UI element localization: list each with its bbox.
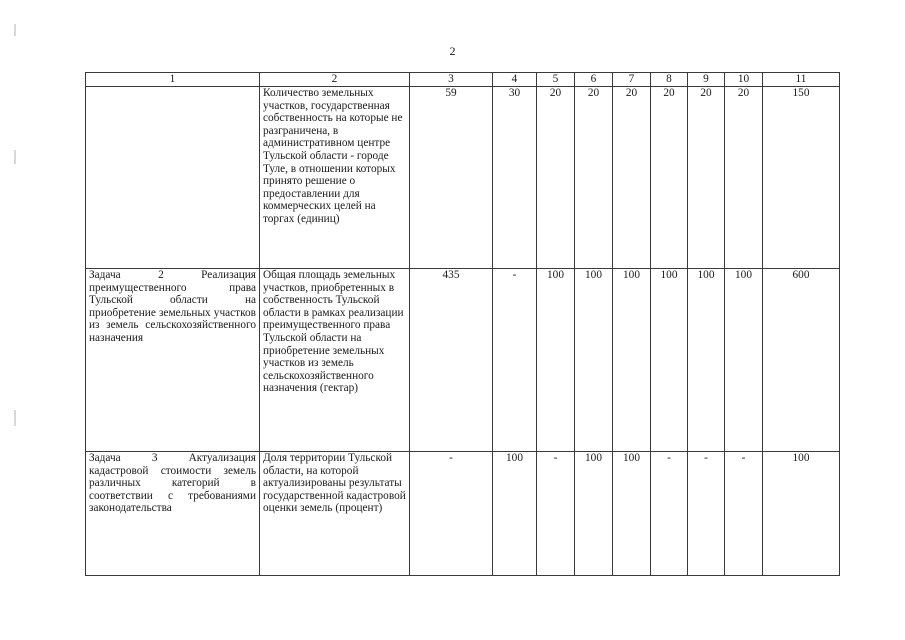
indicator-cell: Количество земельных участков, государственная собственность на которые не разграничена, в административном центре Тульской области - городе Туле, в отношении которых принято решение о предоставлении для коммерческих целей на торгах (единиц) — [260, 87, 410, 269]
value-cell: 20 — [688, 87, 725, 269]
value-cell: 20 — [651, 87, 688, 269]
value-cell: - — [725, 452, 763, 576]
value-cell: 100 — [537, 269, 575, 452]
value-cell: 100 — [575, 269, 613, 452]
value-cell: 100 — [763, 452, 840, 576]
column-header: 9 — [688, 73, 725, 87]
value-cell: 20 — [537, 87, 575, 269]
value-cell: - — [410, 452, 493, 576]
column-header: 2 — [260, 73, 410, 87]
indicator-cell: Общая площадь земельных участков, приобретенных в собственность Тульской области в рамках реализации преимущественного права Тульской области на приобретение земельных участков из земель сельскохозяйственного назначения (гектар) — [260, 269, 410, 452]
scan-mark — [14, 150, 16, 164]
scan-mark — [14, 24, 16, 36]
column-header: 8 — [651, 73, 688, 87]
header-row — [86, 73, 840, 87]
column-header: 3 — [410, 73, 493, 87]
column-header: 11 — [763, 73, 840, 87]
value-cell: 435 — [410, 269, 493, 452]
value-cell: 600 — [763, 269, 840, 452]
table-row — [86, 269, 840, 452]
value-cell: 30 — [493, 87, 537, 269]
value-cell: 100 — [651, 269, 688, 452]
value-cell: 100 — [613, 269, 651, 452]
value-cell: - — [688, 452, 725, 576]
column-header: 4 — [493, 73, 537, 87]
task-cell — [86, 87, 260, 269]
value-cell: 100 — [493, 452, 537, 576]
value-cell: 100 — [613, 452, 651, 576]
indicators-table — [85, 72, 840, 576]
value-cell: 150 — [763, 87, 840, 269]
column-header: 10 — [725, 73, 763, 87]
value-cell: - — [493, 269, 537, 452]
task-cell: Задача 3 Актуализация кадастровой стоимости земель различных категорий в соответствии с требованиями законодательства — [86, 452, 260, 576]
column-header: 6 — [575, 73, 613, 87]
value-cell: - — [537, 452, 575, 576]
column-header: 5 — [537, 73, 575, 87]
table-row — [86, 87, 840, 269]
scan-mark — [14, 410, 16, 426]
indicator-cell: Доля территории Тульской области, на которой актуализированы результаты государственной кадастровой оценки земель (процент) — [260, 452, 410, 576]
task-cell: Задача 2 Реализация преимущественного права Тульской области на приобретение земельных участков из земель сельскохозяйственного назначения — [86, 269, 260, 452]
value-cell: 100 — [725, 269, 763, 452]
page-number: 2 — [449, 44, 456, 58]
value-cell: 100 — [688, 269, 725, 452]
value-cell: 20 — [575, 87, 613, 269]
table-row — [86, 452, 840, 576]
column-header: 1 — [86, 73, 260, 87]
value-cell: 59 — [410, 87, 493, 269]
value-cell: 20 — [725, 87, 763, 269]
value-cell: 20 — [613, 87, 651, 269]
value-cell: - — [651, 452, 688, 576]
column-header: 7 — [613, 73, 651, 87]
value-cell: 100 — [575, 452, 613, 576]
